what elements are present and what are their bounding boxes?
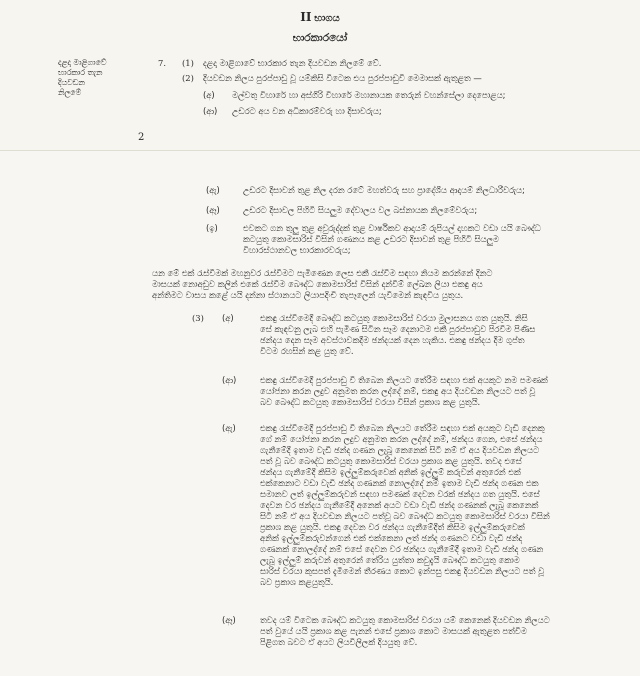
item-mark: (ඈ) — [222, 615, 236, 625]
paragraph-line: අන්තිමට වාසය කළේ යයි දන්නා ස්ථානයට ලියාපදිංචි තැපෑලෙන් යැවීමෙන් කැඳවිය යුතුය. — [152, 290, 464, 300]
item-text: සේ කැඳවනු ලැබ එහි පැමිණ සිටින සෑම දෙනාටම එකී පුරප්පාඩුව පිරවීම පිණිස — [260, 324, 536, 334]
item-text: එකඳු රැස්වීමෙදී පුරප්පාඩු වී තිබෙන නිලයට තේරීම සඳහා එක් අයකුට වැඩි දෙනකු — [260, 423, 545, 433]
part-number: II — [300, 10, 312, 24]
item-text: විහාරස්ථානවල භාරකාරවරුය; — [243, 245, 351, 255]
item-text: සාරිස් වරයා කුසපත් දැමීමෙන් තීරණය කොට ඉන්පසු එකඳු දියවඩන නිලයට පත් වූ — [260, 566, 545, 576]
item-mark: (ඉ) — [206, 223, 218, 233]
item-text: සමානව ලත් ඉල්ලුම්කරුවන් සඳහා පමණක් දෙවන වරක් ඡන්දය ගත යුතුයි. එසේ — [260, 489, 540, 499]
item-text: උඩරට දිසාවන් තුළ නිල දරන රටේ මහත්වරු සහ ප්‍රාදේශීය ආදායම් නිලධාරීවරුය; — [243, 185, 525, 195]
item-text: මල්වතු විහාරේ හා අස්ගිරි විහාරේ මහානායක තෙරුන් වහන්සේලා දෙපොළය; — [232, 90, 506, 100]
part-word: භාගය — [314, 13, 340, 24]
item-text: ගේ නම් යෝජනා කරන ලදුව අනුමත කරන ලද්දේ නම්, ඡන්දය ගෙන, එසේ ඡන්දය — [260, 434, 543, 444]
item-text: එකඳු රැස්වීමෙදී බෞද්ධ කටයුතු කොමසාරිස් වරයා මුලාසනය ගත යුතුයි. නිසි — [260, 313, 528, 323]
item-mark: (ආ) — [203, 106, 218, 116]
margin-note-line: භාරකාර තැන — [58, 68, 103, 77]
item-mark: (ඇ) — [222, 423, 236, 433]
item-mark: (ඈ) — [206, 205, 220, 215]
clause-number: 7. — [158, 58, 166, 68]
item-text: පත් වුයේ යයි ප්‍රකාශ කළ පැනන් එසේ ප්‍රකාශ කොට මාසයක් ඇතුළත පත්වීම — [260, 626, 527, 636]
margin-note-line: නිලමේ — [58, 88, 82, 97]
item-text: එක්කෙනාට වඩා වැඩි ඡන්ද ගණනක් නොලද්දේ නම් ඉතාම වැඩි ඡන්ද ගණන එක — [260, 478, 539, 488]
item-text: බව ප්‍රකාශ කළයුතුයි. — [260, 577, 334, 587]
subclause-mark: (1) — [182, 58, 194, 68]
item-text: කටයුතු කොමසාරිස් විසින් ගණනය කළ උඩරට දිසාවන් තුළ පිහිටි සියලුම — [243, 234, 499, 244]
item-text: ප්‍රකාශ කළ යුතුයි. එකඳු දෙවන වර ඡන්දය ගැනීමේදීත් කිසිම ඉල්ලුම්කරුවෙක් — [260, 522, 525, 532]
subclause-mark: (2) — [182, 73, 194, 83]
item-text: ලැබූ ඉල්ලුම් කරුවන් අතුරෙන් තේරිය යුත්තා කවුදැයි බෞද්ධ කටයුතු කොම — [260, 555, 520, 565]
item-text: ගැනීමේදී ඉතාම වැඩි ඡන්ද ගණන ලැබූ කෙනෙක් සිටී නම් ඒ අය දියවඩන නිලයට — [260, 445, 540, 455]
item-text: බව බෞද්ධ කටයුතු කොමසාරිස් වරයා විසින් ප්‍රකාශ කළ යුතුයි. — [260, 397, 481, 407]
item-mark: (අ) — [222, 313, 234, 323]
subclause-text: දියවඩන නිලය පුරප්පාඩු වූ යම්කිසි විටෙක එය පුරප්පාඩුවී මෙමාසක් ඇතුළත — — [203, 73, 482, 83]
item-mark: (අ) — [203, 90, 215, 100]
item-text: විටම රහසින් කළ යුතු වේ. — [260, 346, 354, 356]
item-text: සිටී නම් ඒ අය දියවඩන නිලයට පත්වූ බව බෞද්ධ කටයුතු කොමසාරිස් වරයා විසින් — [260, 511, 550, 521]
margin-note-line: දියවඩන — [58, 78, 85, 87]
item-mark: (ඇ) — [206, 185, 220, 195]
item-text: යෝජනා කරන ලදුව අනුමත කරන ලද්දේ නම්, එකඳු අය දියවඩන නිලයට පත් වූ — [260, 386, 536, 396]
item-text: උඩරට දිසාවල පිහිටි සියලුම දේවාලය වල බස්නායක නිලමේවරුය; — [243, 205, 478, 215]
item-text: එවකට ගන තුලු තුළ අවුරුද්දක් තුළ වාර්ෂිකව ආදායම් රුපියල් දාහකට වඩා යයි බෞද්ධ — [243, 223, 541, 233]
item-mark: (ආ) — [222, 375, 237, 385]
item-text: ඡන්දය ගැනීමේදී කිසිම ඉල්ලුම්කරුවෙක් අනික් ඉල්ලුම් කරුවන් අතුරෙන් එක් — [260, 467, 521, 477]
page-number: 2 — [138, 132, 145, 143]
item-text: ඡන්දය දෙන සෑම අවස්ථාවකදීම ඡන්දයක් දෙන හැකිය. එකඳු ඡන්දය දීම ගුප්ත — [260, 335, 525, 345]
paragraph-line: මාසයක් නොඅඩුව කලින් එකේ රැස්වීම බෞද්ධ කොමසාරිස් විසින් දන්වීම් ලේඛන ලියා එකඳු අය — [152, 279, 483, 289]
item-text: දෙවන වර ඡන්දය ගැනීමේදී අනෙක් අයට වඩා වැඩි ඡන්ද ගණනක් ලැබූ කෙනෙක් — [260, 500, 539, 510]
item-text: පිළිගත බවට ඒ අයට ලියවිලිලක් දියයුතු වේ. — [260, 637, 418, 647]
subclause-mark: (3) — [192, 313, 204, 323]
item-text: එකඳු රැස්වීමෙදී පුරප්පාඩු වී තිබෙන නිලයට තේරීම සඳහා එක් අයකුට නම පමණක් — [260, 375, 548, 385]
paragraph-line: යන මේ එක් රැස්වීමක් මහනුවර රැස්වීමට පැමිණෙන ලෙස එකී රැස්වීම සඳහා නියම කරන්නේ දිනට — [152, 268, 493, 278]
section-title: භාරකාරයෝ — [292, 32, 348, 44]
part-heading — [0, 12, 640, 24]
item-text: අනික් ඉල්ලුම්කරුවන්ගෙන් එක් එක්කෙනා ලත් ඡන්ද ගණනට වඩා වැඩි ඡන්ද — [260, 533, 523, 543]
item-text: පත් වූ බව බෞද්ධ කටයුතු කොමසාරිස් වරයා ප්‍රකාශ කළ යුතුයි. තවද එසේ — [260, 456, 522, 466]
item-text: තවද යම් විටෙක බෞද්ධ කටයුතු කොමසාරිස් වරයා යම් කෙනෙක් දියවඩන නිලයට — [260, 615, 550, 625]
margin-note-line: දළදා මාළිගාවේ — [58, 58, 107, 67]
item-text: උඩරට අය වන අධිකාරම්වරු හා දිසාවරුය; — [232, 106, 382, 116]
item-text: ගණනක් නොලද්දේ නම් එසේ දෙවන වර ඡන්දය ගැනීමේදී ඉතාම වැඩි ඡන්ද ගණන — [260, 544, 544, 554]
subclause-text: දළදා මාළිගාවේ භාරකාර තැන දියවඩන නිලමේ වේ. — [203, 58, 382, 68]
